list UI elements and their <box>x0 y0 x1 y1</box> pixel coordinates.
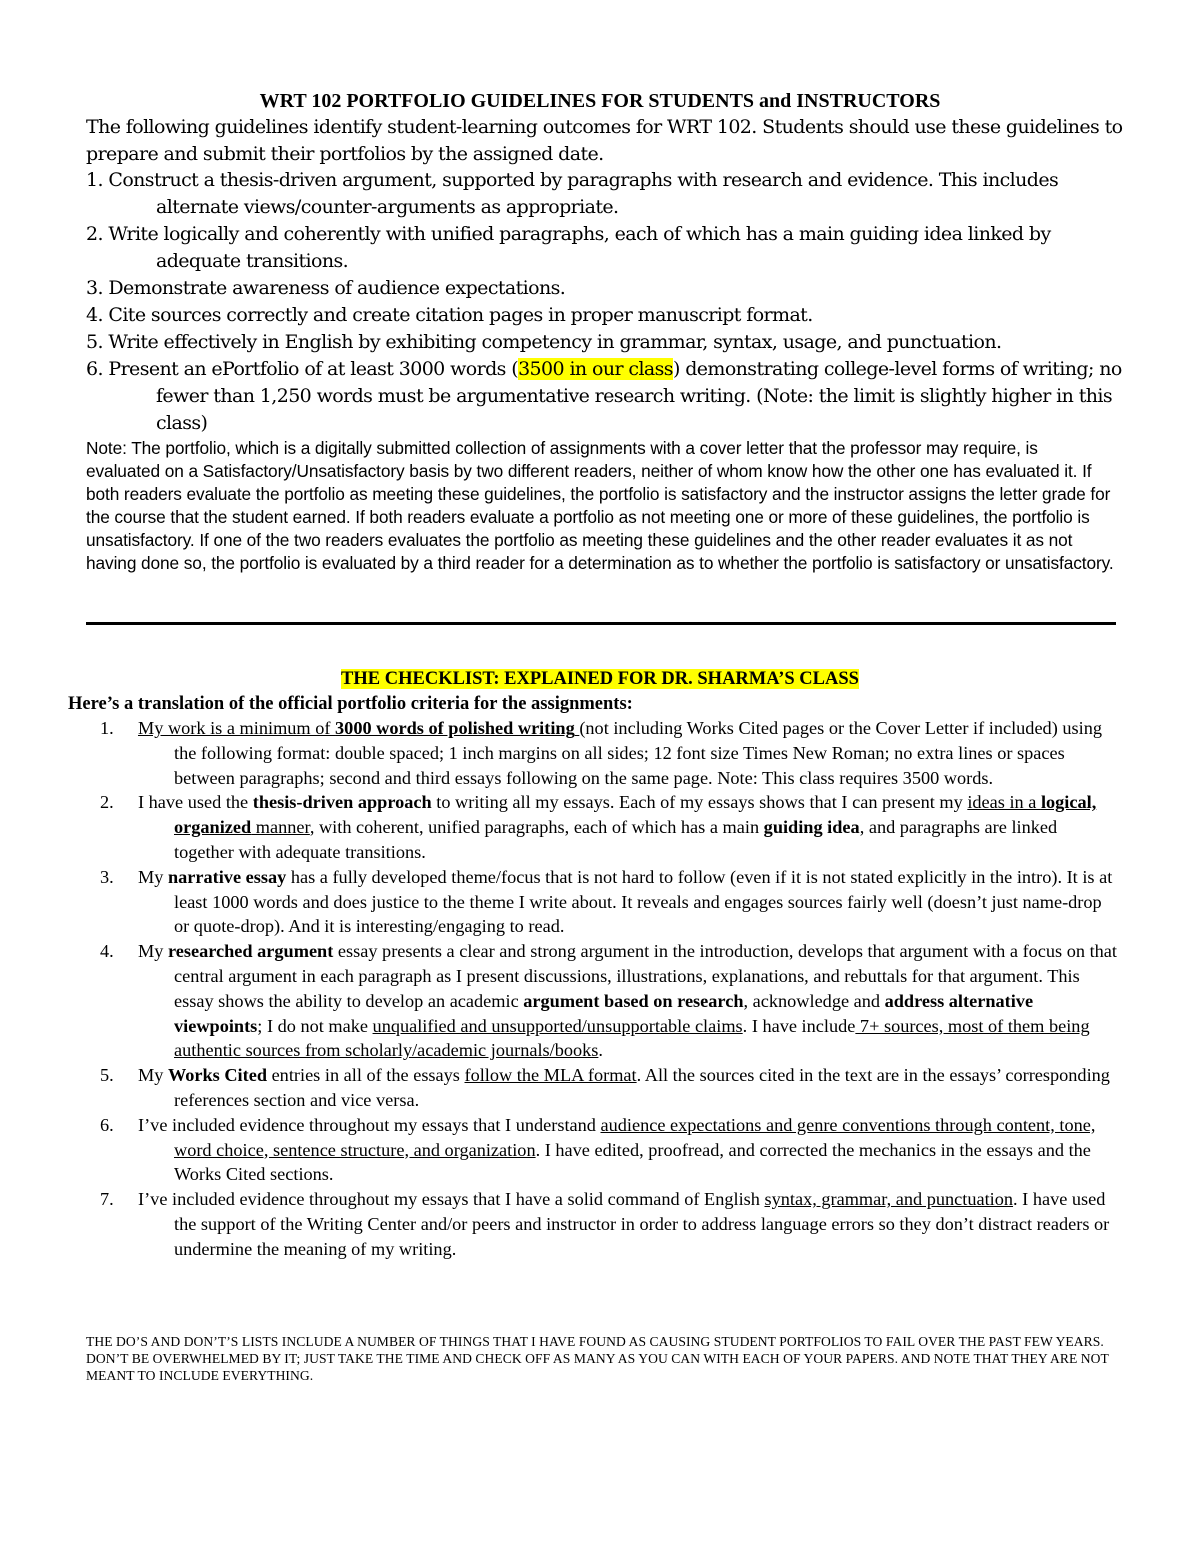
list-item <box>86 275 1126 302</box>
list-item <box>100 1113 1120 1187</box>
item-text: to writing all my essays. Each of my essays shows that I can present my <box>431 792 968 813</box>
item-text: . I have include <box>742 1015 856 1036</box>
item-number: 6. <box>100 1114 114 1135</box>
item-text: . <box>598 1040 603 1061</box>
item-text: , acknowledge and <box>743 990 885 1011</box>
list-item <box>86 356 1126 437</box>
intro-paragraph: The following guidelines identify student-learning outcomes for WRT 102. Students should use these guidelines to prepare and submit their portfolios by the assigned date. <box>86 116 1123 165</box>
underlined-text: ideas in a <box>967 792 1041 813</box>
item-text: My <box>138 1065 168 1086</box>
item-text: ; I do not make <box>257 1015 373 1036</box>
item-number: 1. <box>100 718 114 738</box>
bold-text: address alternative viewpoints <box>174 990 1034 1036</box>
list-item <box>86 329 1126 356</box>
item-text: . I have edited, proofread, and corrected the mechanics in the essays and the Works Cited sections. <box>174 1139 1091 1185</box>
outcomes-list <box>86 167 1126 437</box>
list-item <box>100 1063 1120 1113</box>
item-number: 3. <box>86 277 103 299</box>
bold-text: logical, organized <box>174 792 1097 838</box>
item-text: Cite sources correctly and create citation pages in proper manuscript format. <box>108 304 813 326</box>
item-number: 2. <box>100 792 114 813</box>
item-text: Write logically and coherently with unified paragraphs, each of which has a main guiding idea linked by adequate transitions. <box>108 223 1051 272</box>
item-text: My <box>138 866 168 887</box>
item-text: Demonstrate awareness of audience expectations. <box>108 277 566 299</box>
list-item <box>100 716 1120 790</box>
bold-text: Works Cited <box>167 1065 267 1086</box>
item-text: . All the sources cited in the text are in the essays’ corresponding references section and vice versa. <box>174 1065 1110 1110</box>
list-item <box>100 1187 1120 1261</box>
underlined-text: follow the MLA format <box>464 1065 637 1086</box>
item-text: entries in all of the essays <box>267 1065 465 1086</box>
item-text: My <box>138 941 168 962</box>
item-text: . I have used the support of the Writing Center and/or peers and instructor in order to address language errors so they don’t distract readers or undermine the meaning of my writing. <box>174 1189 1110 1259</box>
item-number: 7. <box>100 1189 114 1210</box>
item-text: Construct a thesis-driven argument, supported by paragraphs with research and evidence. This includes alternate views/counter-arguments as appropriate. <box>108 169 1059 218</box>
bold-text: guiding idea <box>763 817 860 838</box>
underlined-text: 7+ sources, most of them being authentic sources from scholarly/academic journals/books <box>174 1015 1090 1061</box>
underlined-text: My work is a minimum of <box>138 718 336 738</box>
item-text: Present an ePortfolio of at least 3000 words ( <box>108 358 519 380</box>
item-text: , and paragraphs are linked together with adequate transitions. <box>174 817 1058 862</box>
item-text: I’ve included evidence throughout my essays that I understand <box>138 1114 601 1135</box>
item-text: essay presents a clear and strong argument in the introduction, develops that argument with a focus on that central argument in each paragraph as I present discussions, illustrations, explanations, and rebuttals for that argument. This essay shows the ability to develop an academic <box>174 941 1118 1011</box>
checklist-list <box>100 716 1120 1262</box>
underlined-text: syntax, grammar, and punctuation <box>764 1189 1014 1210</box>
item-text: I have used the <box>138 792 253 813</box>
note-paragraph: Note: The portfolio, which is a digitally submitted collection of assignments with a cover letter that the professor may require, is evaluated on a Satisfactory/Unsatisfactory basis by two different readers, neither of whom know how the other one has evaluated it. If both readers evaluate the portfolio as meeting these guidelines, the portfolio is satisfactory and the instructor assigns the letter grade for the course that the student earned. If both readers evaluate a portfolio as not meeting one or more of these guidelines, the portfolio is unsatisfactory. If one of the two readers evaluates the portfolio as meeting these guidelines and the other reader evaluates it as not having done so, the portfolio is evaluated by a third reader for a determination as to whether the portfolio is satisfactory or unsatisfactory. <box>86 438 1114 573</box>
underlined-text: manner <box>251 817 310 838</box>
list-item <box>100 790 1120 864</box>
item-number: 4. <box>100 941 114 962</box>
item-number: 4. <box>86 304 103 326</box>
item-number: 5. <box>100 1065 114 1086</box>
page-title: WRT 102 PORTFOLIO GUIDELINES FOR STUDENTS and INSTRUCTORS <box>259 90 941 112</box>
item-text: has a fully developed theme/focus that is not hard to follow (even if it is not stated explicitly in the intro). It is at least 1000 words and does justice to the theme I write about. It reveals and engages sources fairly well (doesn’t just name-drop or quote-drop). And it is interesting/engaging to read. <box>174 866 1113 937</box>
list-item <box>86 302 1126 329</box>
bold-text: narrative essay <box>167 866 287 887</box>
checklist-subtitle: Here’s a translation of the official portfolio criteria for the assignments: <box>68 694 633 714</box>
item-number: 1. <box>86 169 103 191</box>
item-number: 3. <box>100 866 114 887</box>
item-text: ) demonstrating college-level forms of writing; no fewer than 1,250 words must be argumentative research writing. (Note: the limit is slightly higher in this class) <box>156 358 1122 434</box>
list-item <box>100 939 1120 1063</box>
list-item <box>100 865 1120 939</box>
bold-text: researched argument <box>167 941 334 962</box>
item-number: 6. <box>86 358 103 380</box>
bold-text: 3000 words of polished writing <box>335 718 575 738</box>
bold-text: argument based on research <box>523 990 744 1011</box>
item-text: (not including Works Cited pages or the Cover Letter if included) using the following format: double spaced; 1 inch margins on all sides; 12 font size Times New Roman; no extra lines or spaces between paragraphs; second and third essays following on the same page. Note: This class requires 3500 words. <box>174 718 1102 788</box>
highlighted-text: 3500 in our class <box>518 358 673 380</box>
checklist-title-text: THE CHECKLIST: EXPLAINED FOR DR. SHARMA’S CLASS <box>341 669 859 689</box>
footer-notice: THE DO’S AND DON’T’S LISTS INCLUDE A NUMBER OF THINGS THAT I HAVE FOUND AS CAUSING STUDENT PORTFOLIOS TO FAIL OVER THE PAST FEW YEARS. DON’T BE OVERWHELMED BY IT; JUST TAKE THE TIME AND CHECK OFF AS MANY AS YOU CAN WITH EACH OF YOUR PAPERS. AND NOTE THAT THEY ARE NOT MEANT TO INCLUDE EVERYTHING. <box>86 1334 1109 1383</box>
bold-text: thesis-driven approach <box>252 792 432 813</box>
underlined-text: unqualified and unsupported/unsupportable claims <box>372 1015 743 1036</box>
item-text: I’ve included evidence throughout my essays that I have a solid command of English <box>138 1189 765 1210</box>
checklist-title <box>0 667 1200 691</box>
list-item <box>86 167 1126 221</box>
horizontal-divider <box>86 622 1116 625</box>
underlined-text: audience expectations and genre conventions through content, tone, word choice, sentence structure, and organization <box>174 1114 1096 1160</box>
list-item <box>86 221 1126 275</box>
item-text: , with coherent, unified paragraphs, each of which has a main <box>309 817 764 838</box>
item-number: 2. <box>86 223 103 245</box>
item-number: 5. <box>86 331 103 353</box>
item-text: Write effectively in English by exhibiting competency in grammar, syntax, usage, and punctuation. <box>108 331 1002 353</box>
